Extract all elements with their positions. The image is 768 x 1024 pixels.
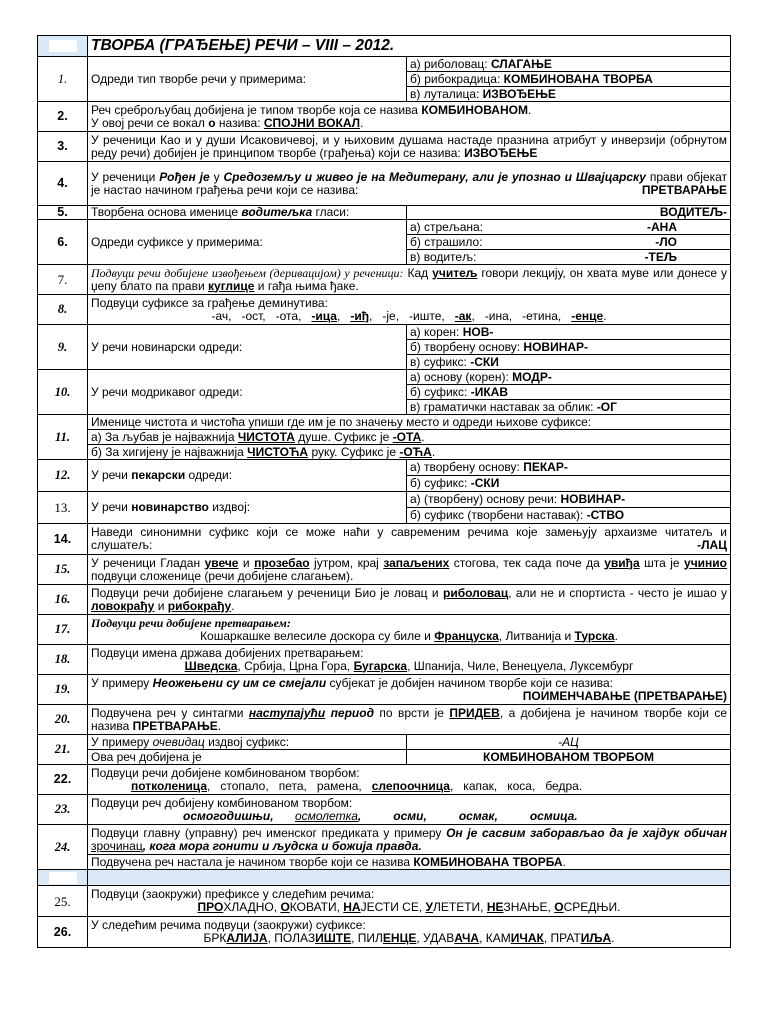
question-text: Ова реч добијена је	[88, 750, 407, 765]
question-17-row	[38, 615, 731, 645]
suffix-word: ПОЛАЗИШТЕ,	[274, 931, 358, 945]
question-12-row-a	[38, 460, 731, 476]
spacer-cell	[88, 870, 731, 886]
question-number: 20.	[38, 705, 88, 735]
suffix-item: -иђ,	[350, 308, 373, 323]
prefix-word: НАЈЕСТИ СЕ,	[343, 900, 426, 914]
answer-cell: б) творбену основу: НОВИНАР-	[407, 340, 731, 355]
question-text: У речи новинарство издвој:	[88, 492, 407, 524]
suffix-word: УДАВАЧА,	[423, 931, 486, 945]
question-text: Подвуци речи добијене слагањем у реченици Био је ловац и риболовац, али не и спортиста - често је ишао у ловокрађу и рибокрађу.	[88, 585, 731, 615]
question-20-row	[38, 705, 731, 735]
question-number: 3.	[38, 132, 88, 162]
prefix-word: ПРОХЛАДНО,	[197, 900, 281, 914]
question-number: 5.	[38, 206, 88, 220]
question-text: Подвуци суфиксе за грађење деминутива: -ач, -ост, -ота, -ица, -иђ, -је, -иште, -ак, -ина, -етина, -енце.	[88, 295, 731, 325]
answer-cell: б) суфикс (творбени наставак): -СТВО	[407, 508, 731, 524]
question-number: 19.	[38, 675, 88, 705]
question-text: Одреди тип творбе речи у примерима:	[88, 57, 407, 102]
suffix-word: КАМИЧАК,	[485, 931, 551, 945]
question-21-row-a	[38, 735, 731, 750]
worksheet-table	[37, 35, 731, 948]
question-number: 8.	[38, 295, 88, 325]
question-text: Реч среброљубац добијена је типом творбе која се назива КОМБИНОВАНОМ. У овој речи се вокал о назива: СПОЈНИ ВОКАЛ.	[88, 102, 731, 132]
question-15-row	[38, 555, 731, 585]
question-text: Творбена основа именице водитељка гласи:	[88, 206, 407, 220]
question-text: Подвуци речи добијене извођењем (деривацијом) у реченици: Кад учитељ говори лекцију, он хвата муве или донесе у џепу блато па прави куглице и гађа њима ђаке.	[88, 265, 731, 295]
question-number: 18.	[38, 645, 88, 675]
suffix-item: -ица,	[311, 308, 341, 323]
prefix-word: ОКОВАТИ,	[280, 900, 344, 914]
question-number: 6.	[38, 220, 88, 265]
prefix-word-list	[91, 901, 727, 914]
question-number: 1.	[38, 57, 88, 102]
suffix-item: -ост,	[241, 308, 266, 323]
question-text: У реченици Као и у души Исаковичевој, и у њиховим душама настаде празнина атрибут у инверзији (обрнутом реду речи) добијен је принципом творбе (грађења) који се назива: ИЗВОЂЕЊЕ	[88, 132, 731, 162]
answer-cell: а) творбену основу: ПЕКАР-	[407, 460, 731, 476]
answer-cell: а) риболовац: СЛАГАЊЕ	[407, 57, 731, 72]
question-number: 22.	[38, 765, 88, 795]
title-row	[38, 36, 731, 57]
question-text: У примеру очевидац издвој суфикс:	[88, 735, 407, 750]
answer-cell: -АЦ	[407, 735, 731, 750]
question-number: 13.	[38, 492, 88, 524]
question-number: 17.	[38, 615, 88, 645]
question-23-row	[38, 795, 731, 825]
question-11-row-b	[38, 445, 731, 460]
question-number: 2.	[38, 102, 88, 132]
suffix-item: -етина,	[522, 308, 562, 323]
question-text: У примеру Неожењени су им се смејали субјекат је добијен начином творбе који се назива: ПОИМЕНЧАВАЊЕ (ПРЕТВАРАЊЕ)	[88, 675, 731, 705]
question-18-row	[38, 645, 731, 675]
question-11-row-a	[38, 430, 731, 445]
answer-cell: Подвучена реч настала је начином творбе који се назива КОМБИНОВАНА ТВОРБА.	[88, 855, 731, 870]
question-text: Наведи синонимни суфикс који се може наћи у савременим речима које замењују архаизме читатељ и слушатељ: -ЛАЦ	[88, 524, 731, 555]
question-2-row	[38, 102, 731, 132]
answer-cell: в) водитељ: -ТЕЉ	[407, 250, 731, 265]
prefix-word: УЛЕТЕТИ,	[425, 900, 487, 914]
question-5-row	[38, 206, 731, 220]
question-text: У реченици Гладан увече и прозебао јутром, крај запаљених стогова, тек сада поче да увиђа шта је учинио подвуци сложенице (речи добијене слагањем).	[88, 555, 731, 585]
answer-cell: КОМБИНОВАНОМ ТВОРБОМ	[407, 750, 731, 765]
question-number: 24.	[38, 825, 88, 870]
suffix-item: -је,	[382, 308, 400, 323]
suffix-list	[91, 310, 727, 323]
question-13-row-a	[38, 492, 731, 508]
question-number: 15.	[38, 555, 88, 585]
question-number: 26.	[38, 917, 88, 948]
prefix-word: ОСРЕДЊИ.	[554, 900, 621, 914]
question-text: Подвучена реч у синтагми наступајући период по врсти је ПРИДЕВ, а добијена је начином творбе који се назива ПРЕТВАРАЊЕ.	[88, 705, 731, 735]
question-text: Подвуци имена држава добијених претварањем: Шведска, Србија, Црна Гора, Бугарска, Шпанија, Чиле, Венецуела, Луксембург	[88, 645, 731, 675]
suffix-item: -ина,	[484, 308, 513, 323]
question-26-row	[38, 917, 731, 948]
answer-cell: а) За љубав је најважнија ЧИСТОТА душе. Суфикс је -ОТА.	[88, 430, 731, 445]
prefix-word: НЕЗНАЊЕ,	[486, 900, 555, 914]
question-text: Подвуци главну (управну) реч именског предиката у примеру Он је сасвим заборављао да је хајдук обичан зрочинац, кога мора гонити и људска и божија правда.	[88, 825, 731, 855]
question-22-row	[38, 765, 731, 795]
question-21-row-b	[38, 750, 731, 765]
question-number: 12.	[38, 460, 88, 492]
suffix-word: БРКАЛИЈА,	[203, 931, 275, 945]
suffix-word-list	[91, 932, 727, 945]
answer-cell: б) страшило: -ЛО	[407, 235, 731, 250]
question-3-row	[38, 132, 731, 162]
question-24-row-a	[38, 825, 731, 855]
question-14-row	[38, 524, 731, 555]
answer-cell: б) суфикс: -СКИ	[407, 476, 731, 492]
question-7-row	[38, 265, 731, 295]
question-25-row	[38, 886, 731, 917]
suffix-word: ПРАТИЉА.	[550, 931, 615, 945]
question-4-row	[38, 162, 731, 206]
suffix-item: -ота,	[275, 308, 302, 323]
corner-box	[38, 870, 88, 886]
question-16-row	[38, 585, 731, 615]
question-text: Подвуци реч добијену комбинованом творбом: осмогодишњи, осмолетка, осми, осмак, осмица.	[88, 795, 731, 825]
answer-cell: а) стрељана: -АНА	[407, 220, 731, 235]
question-number: 14.	[38, 524, 88, 555]
suffix-item: -ач,	[211, 308, 232, 323]
answer-cell: ВОДИТЕЉ-	[407, 206, 731, 220]
suffix-word: ПИЛЕНЦЕ,	[357, 931, 424, 945]
question-number: 16.	[38, 585, 88, 615]
question-text: Подвуци речи добијене комбинованом творбом: потколеница, стопало, пета, рамена, слепоочница, капак, коса, бедра.	[88, 765, 731, 795]
question-text: У речи новинарски одреди:	[88, 325, 407, 370]
question-10-row-a	[38, 370, 731, 385]
question-text: У реченици Рођен је у Средоземљу и живео је на Медитерану, али је упознао и Швајцарску прави објекат је настао начином грађења речи који се назива: ПРЕТВАРАЊЕ	[88, 162, 731, 206]
question-8-row	[38, 295, 731, 325]
question-6-row-a	[38, 220, 731, 235]
suffix-item: -иште,	[409, 308, 445, 323]
spacer-row	[38, 870, 731, 886]
question-number: 23.	[38, 795, 88, 825]
question-24-row-b	[38, 855, 731, 870]
question-11-row-q	[38, 415, 731, 430]
corner-box	[38, 36, 88, 57]
question-number: 11.	[38, 415, 88, 460]
answer-cell: в) луталица: ИЗВОЂЕЊЕ	[407, 87, 731, 102]
question-9-row-a	[38, 325, 731, 340]
question-number: 25.	[38, 886, 88, 917]
question-text: У речи пекарски одреди:	[88, 460, 407, 492]
question-number: 21.	[38, 735, 88, 765]
question-19-row	[38, 675, 731, 705]
page-title: ТВОРБА (ГРАЂЕЊЕ) РЕЧИ – VIII – 2012.	[88, 36, 731, 57]
answer-cell: а) корен: НОВ-	[407, 325, 731, 340]
question-text: Подвуци (заокружи) префиксе у следећим речима: ПРОХЛАДНО, ОКОВАТИ, НАЈЕСТИ СЕ, УЛЕТЕТИ, НЕЗНАЊЕ, ОСРЕДЊИ.	[88, 886, 731, 917]
answer-cell: а) основу (корен): МОДР-	[407, 370, 731, 385]
question-number: 7.	[38, 265, 88, 295]
question-text: У речи модрикавог одреди:	[88, 370, 407, 415]
question-text: У следећим речима подвуци (заокружи) суфиксе: БРКАЛИЈА, ПОЛАЗИШТЕ, ПИЛЕНЦЕ, УДАВАЧА, КАМИЧАК, ПРАТИЉА.	[88, 917, 731, 948]
suffix-item: -ак,	[454, 308, 475, 323]
answer-cell: б) суфикс: -ИКАВ	[407, 385, 731, 400]
question-number: 10.	[38, 370, 88, 415]
question-text: Одреди суфиксе у примерима:	[88, 220, 407, 265]
suffix-item: -енце.	[571, 308, 607, 323]
answer-cell: в) суфикс: -СКИ	[407, 355, 731, 370]
answer-cell: б) рибокрадица: КОМБИНОВАНА ТВОРБА	[407, 72, 731, 87]
answer-cell: б) За хигијену је најважнија ЧИСТОЋА руку. Суфикс је -ОЋА.	[88, 445, 731, 460]
question-text: Именице чистота и чистоћа упиши где им је по значењу место и одреди њихове суфиксе:	[88, 415, 731, 430]
answer-cell: в) граматички наставак за облик: -ОГ	[407, 400, 731, 415]
question-number: 9.	[38, 325, 88, 370]
answer-cell: а) (творбену) основу речи: НОВИНАР-	[407, 492, 731, 508]
question-1-row-a	[38, 57, 731, 72]
question-number: 4.	[38, 162, 88, 206]
question-text: Подвуци речи добијене претварањем: Кошаркашке велесиле доскора су биле и Француска, Литванија и Турска.	[88, 615, 731, 645]
